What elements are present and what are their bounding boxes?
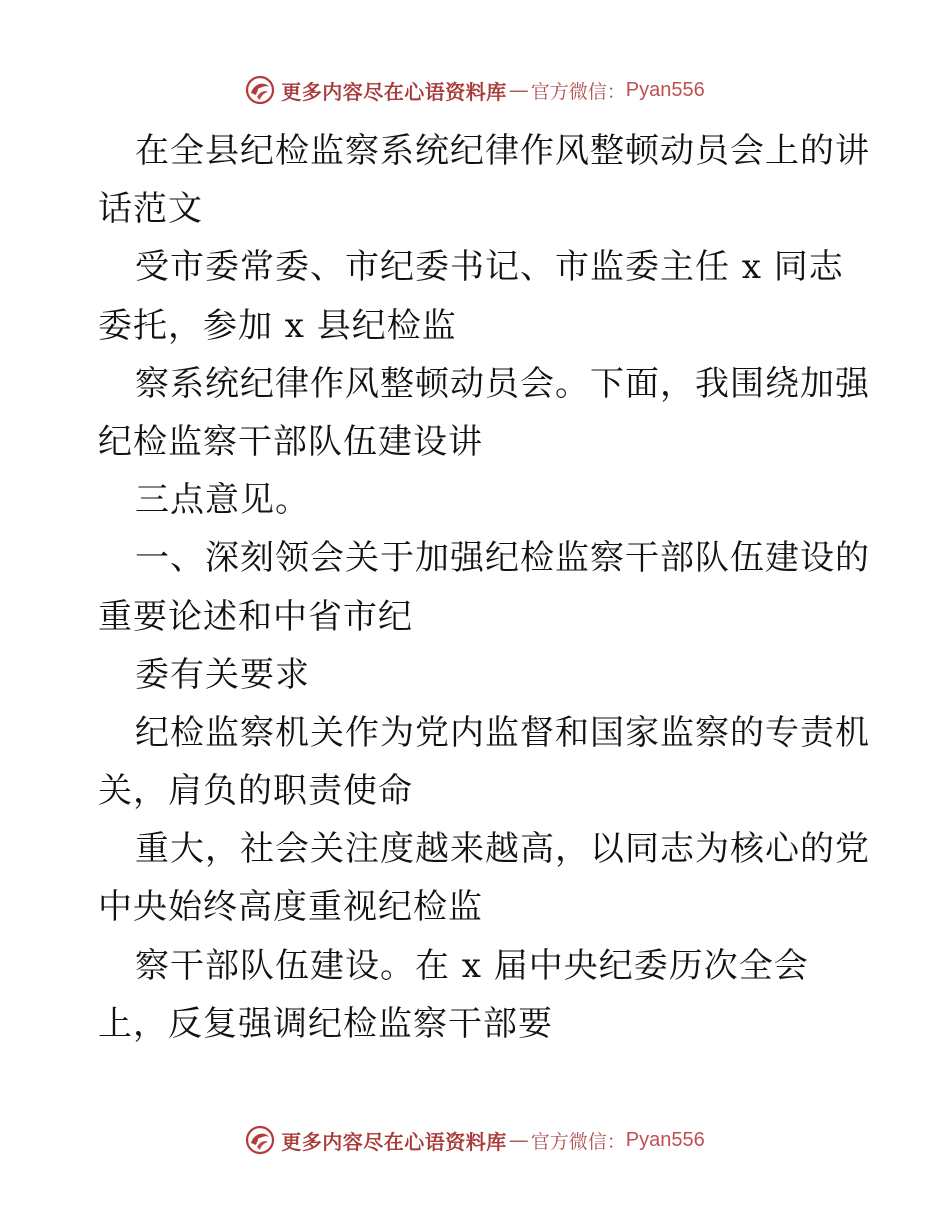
banner-separator: — bbox=[508, 1128, 529, 1152]
paragraph-line: 纪检监察干部队伍建设讲 bbox=[98, 421, 483, 462]
paragraph-line: 察干部队伍建设。在 x 届中央纪委历次全会 bbox=[135, 945, 809, 986]
title-line-1: 在全县纪检监察系统纪律作风整顿动员会上的讲 bbox=[135, 131, 870, 171]
header-banner bbox=[0, 70, 950, 110]
banner-contact-label: 官方微信： bbox=[530, 80, 626, 103]
paragraph-line: 受市委常委、市纪委书记、市监委主任 x 同志 bbox=[135, 247, 844, 288]
title-line-2: 话范文 bbox=[98, 189, 203, 230]
paragraph-line: 上，反复强调纪检监察干部要 bbox=[98, 1003, 553, 1044]
document-body bbox=[98, 122, 870, 1053]
paragraph-line: 纪检监察机关作为党内监督和国家监察的专责机 bbox=[135, 712, 870, 753]
paragraph-line: 委托，参加 x 县纪检监 bbox=[98, 305, 457, 346]
banner-title: 更多内容尽在心语资料库 bbox=[281, 79, 507, 104]
red-swirl-logo-icon bbox=[245, 1125, 275, 1155]
paragraph-line: 重大，社会关注度越来越高，以同志为核心的党 bbox=[135, 829, 870, 870]
footer-banner bbox=[0, 1120, 950, 1160]
banner-title: 更多内容尽在心语资料库 bbox=[281, 1129, 507, 1154]
section-heading-line: 重要论述和中省市纪 bbox=[98, 596, 413, 637]
red-swirl-logo-icon bbox=[245, 75, 275, 105]
paragraph-line: 三点意见。 bbox=[135, 480, 310, 521]
paragraph-line: 察系统纪律作风整顿动员会。下面，我围绕加强 bbox=[135, 363, 870, 404]
banner-contact-label: 官方微信： bbox=[530, 1130, 626, 1153]
paragraph-line: 中央始终高度重视纪检监 bbox=[98, 887, 483, 928]
section-heading-line: 一、深刻领会关于加强纪检监察干部队伍建设的 bbox=[135, 538, 870, 579]
banner-contact-id: Pyan556 bbox=[625, 1128, 705, 1151]
paragraph-line: 关，肩负的职责使命 bbox=[98, 771, 413, 812]
banner-separator: — bbox=[508, 78, 529, 102]
section-heading-line: 委有关要求 bbox=[135, 654, 310, 695]
banner-contact-id: Pyan556 bbox=[625, 78, 705, 101]
